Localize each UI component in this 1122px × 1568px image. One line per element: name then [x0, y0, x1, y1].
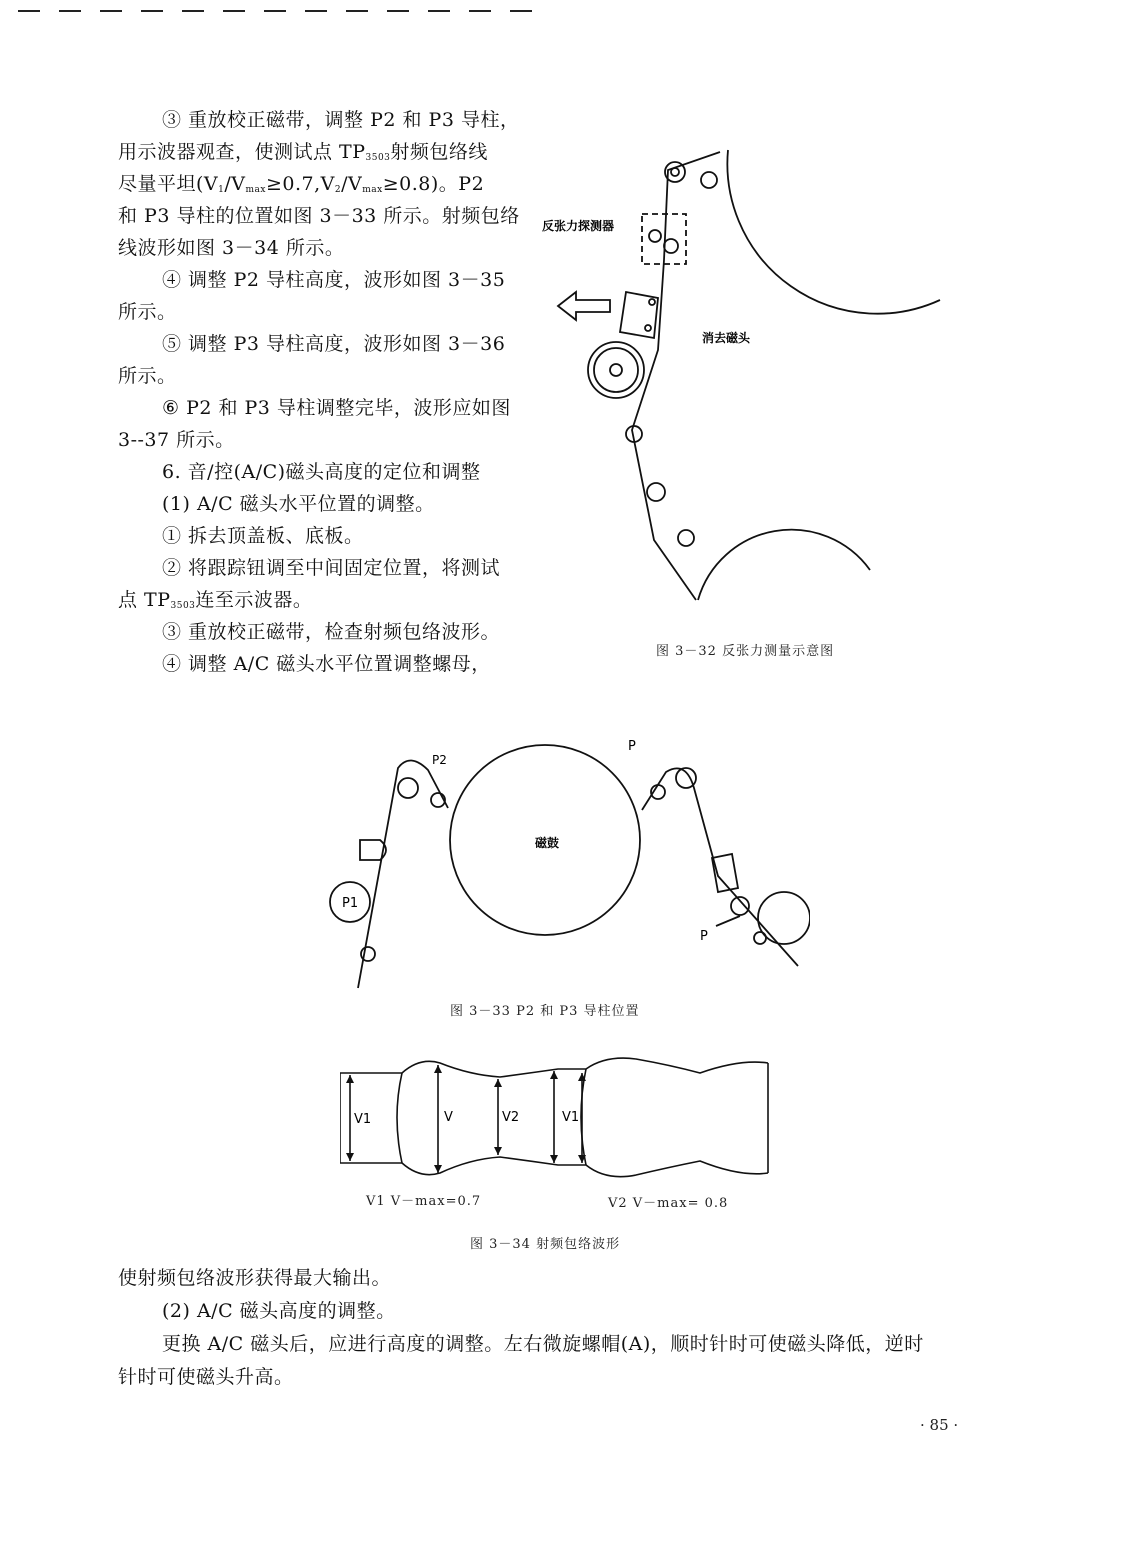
- figure-caption-3-33: 图 3－33 P2 和 P3 导柱位置: [450, 1004, 640, 1019]
- page-number: · 85 ·: [920, 1416, 959, 1434]
- label-erase-head: 消去磁头: [702, 331, 751, 345]
- step-line: ③ 重放校正磁带，检查射频包络波形。: [162, 621, 501, 643]
- para-line: ④ 调整 P2 导柱高度，波形如图 3－35: [162, 269, 506, 291]
- figure-3-32: [540, 140, 960, 610]
- section-heading: 6. 音/控(A/C)磁头高度的定位和调整: [162, 461, 481, 483]
- subsection-heading: (2) A/C 磁头高度的调整。: [162, 1300, 396, 1322]
- subsection-heading: (1) A/C 磁头水平位置的调整。: [162, 493, 435, 515]
- para-line: 尽量平坦$(V_1/V_{max}\ge 0.7,V_2/V_{max}\ge 0.8)$。P2: [118, 173, 485, 195]
- label-sensor: 反张力探测器: [542, 219, 615, 233]
- label-v1b: V1: [562, 1110, 580, 1125]
- para-line: 更换 A/C 磁头后，应进行高度的调整。左右微旋螺帽(A)，顺时针时可使磁头降低，逆时: [162, 1333, 924, 1355]
- label-drum: 磁鼓: [535, 836, 560, 850]
- label-p2: P2: [432, 753, 447, 767]
- figure-3-33: [320, 730, 810, 1000]
- para-line: ⑥ P2 和 P3 导柱调整完毕，波形应如图: [162, 397, 511, 419]
- label-v1: V1: [354, 1112, 372, 1127]
- figure-caption-3-32: 图 3－32 反张力测量示意图: [656, 644, 835, 659]
- para-line: ③ 重放校正磁带，调整 P2 和 P3 导柱，: [162, 109, 520, 131]
- para-line: ⑤ 调整 P3 导柱高度，波形如图 3－36: [162, 333, 506, 355]
- top-dash-rule: [18, 10, 551, 29]
- label-v2: V2: [502, 1110, 520, 1125]
- para-line: 3--37 所示。: [118, 429, 235, 451]
- label-v: V: [444, 1110, 453, 1125]
- para-line: 用示波器观查，使测试点 $TP_{3503}$射频包络线: [118, 141, 488, 163]
- step-line: 点 $TP_{3503}$连至示波器。: [118, 589, 313, 611]
- left-text-column: [118, 104, 533, 680]
- bottom-text: [118, 1262, 1018, 1394]
- para-line: 针时可使磁头升高。: [118, 1366, 294, 1388]
- para-line: 所示。: [118, 365, 177, 387]
- label-p: P: [628, 739, 636, 754]
- step-line: ① 拆去顶盖板、底板。: [162, 525, 364, 547]
- figure-note-left: V1 V－max=0.7: [366, 1194, 482, 1209]
- label-p-lower: P: [700, 929, 708, 944]
- para-line: 线波形如图 3－34 所示。: [118, 237, 345, 259]
- step-line: ② 将跟踪钮调至中间固定位置，将测试: [162, 557, 501, 579]
- para-line: 使射频包络波形获得最大输出。: [118, 1267, 392, 1289]
- figure-caption-3-34: 图 3－34 射频包络波形: [470, 1237, 621, 1252]
- step-line: ④ 调整 A/C 磁头水平位置调整螺母，: [162, 653, 491, 675]
- figure-note-right: V2 V－max= 0.8: [608, 1196, 729, 1211]
- label-p1: P1: [342, 896, 359, 911]
- figure-3-34: [340, 1055, 780, 1185]
- para-line: 所示。: [118, 301, 177, 323]
- para-line: 和 P3 导柱的位置如图 3－33 所示。射频包络: [118, 205, 520, 227]
